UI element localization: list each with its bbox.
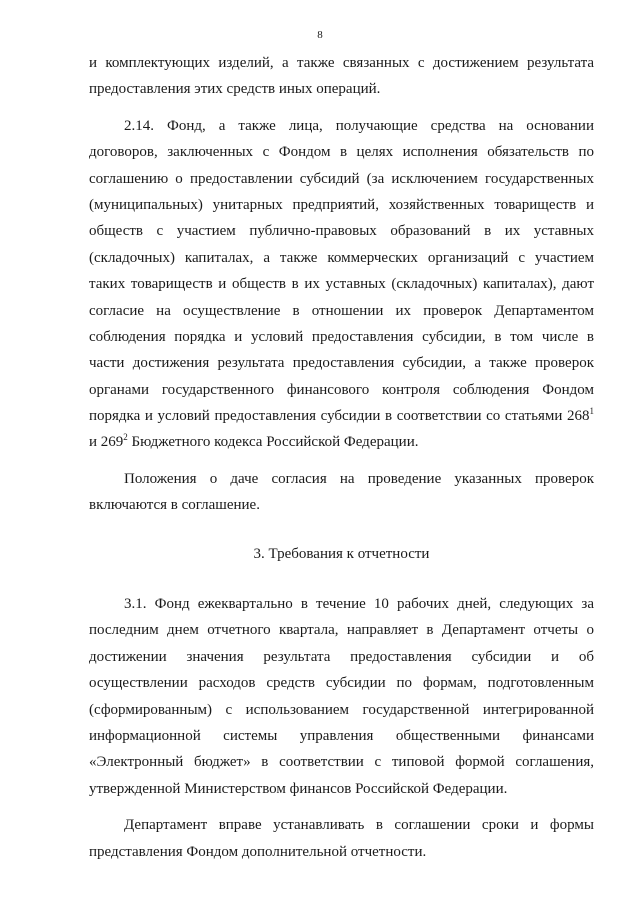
text-line-body: Бюджетного кодекса Российской Федерации. xyxy=(127,434,419,451)
section-heading: 3. Требования к отчетности xyxy=(253,545,430,562)
text-line: предоставления этих средств иных операций. xyxy=(89,81,381,98)
text-line: 2.14. Фонд, а также лица, получающие средства на основании xyxy=(124,117,594,134)
text-line: Департамент вправе устанавливать в соглашении сроки и формы xyxy=(124,817,594,834)
text-line: представления Фондом дополнительной отчетности. xyxy=(89,843,427,860)
text-line: согласие на осуществление в отношении их проверок Департаментом xyxy=(89,302,594,319)
text-line: органами государственного финансового контроля соблюдения Фондом xyxy=(89,381,594,398)
text-line-body: порядка и условий предоставления субсидии в соответствии со статьями 268 xyxy=(89,408,590,425)
text-line: части достижения результата предоставления субсидии, а также проверок xyxy=(89,355,594,372)
text-line: таких товариществ и обществ в их уставных (складочных) капиталах), дают xyxy=(89,276,594,293)
text-line: (муниципальных) унитарных предприятий, хозяйственных товариществ и xyxy=(89,196,594,213)
text-line: 3.1. Фонд ежеквартально в течение 10 рабочих дней, следующих за xyxy=(124,596,594,613)
text-line: «Электронный бюджет» в соответствии с типовой формой соглашения, xyxy=(89,754,594,771)
text-line: и комплектующих изделий, а также связанных с достижением результата xyxy=(89,55,594,71)
superscript: 1 xyxy=(589,406,594,417)
paragraph-2-14 xyxy=(89,113,594,456)
text-line: утвержденной Министерством финансов Российской Федерации. xyxy=(89,780,508,797)
paragraph-consent xyxy=(89,466,594,519)
text-line: соблюдения порядка и условий предоставления субсидии, в том числе в xyxy=(89,328,594,345)
paragraph-additional-reporting xyxy=(89,812,594,865)
text-line: Положения о даче согласия на проведение указанных проверок xyxy=(124,470,594,487)
paragraph-continuation xyxy=(89,50,594,103)
text-line: (складочных) капиталах, а также коммерческих организаций с участием xyxy=(89,249,594,266)
document-body xyxy=(89,50,594,865)
text-line: обществ с участием публично-правовых образований в их уставных xyxy=(89,223,594,240)
text-line: соглашению о предоставлении субсидий (за исключением государственных xyxy=(89,170,594,187)
superscript: 2 xyxy=(123,432,128,443)
text-line: информационной системы управления общественными финансами xyxy=(89,727,594,744)
text-line: осуществлении расходов средств субсидии по формам, подготовленным xyxy=(89,675,594,692)
text-line: включаются в соглашение. xyxy=(89,497,260,514)
paragraph-3-1 xyxy=(89,591,594,802)
text-line: последним днем отчетного квартала, направляет в Департамент отчеты о xyxy=(89,622,594,639)
text-line: договоров, заключенных с Фондом в целях исполнения обязательств по xyxy=(89,144,594,161)
text-line xyxy=(89,429,594,455)
page-number: 8 xyxy=(317,29,323,41)
text-line: (сформированным) с использованием государственной интегрированной xyxy=(89,701,594,718)
text-line: достижении значения результата предоставления субсидии и об xyxy=(89,648,594,665)
text-line xyxy=(89,403,594,429)
text-line-body: и 269 xyxy=(89,434,124,451)
